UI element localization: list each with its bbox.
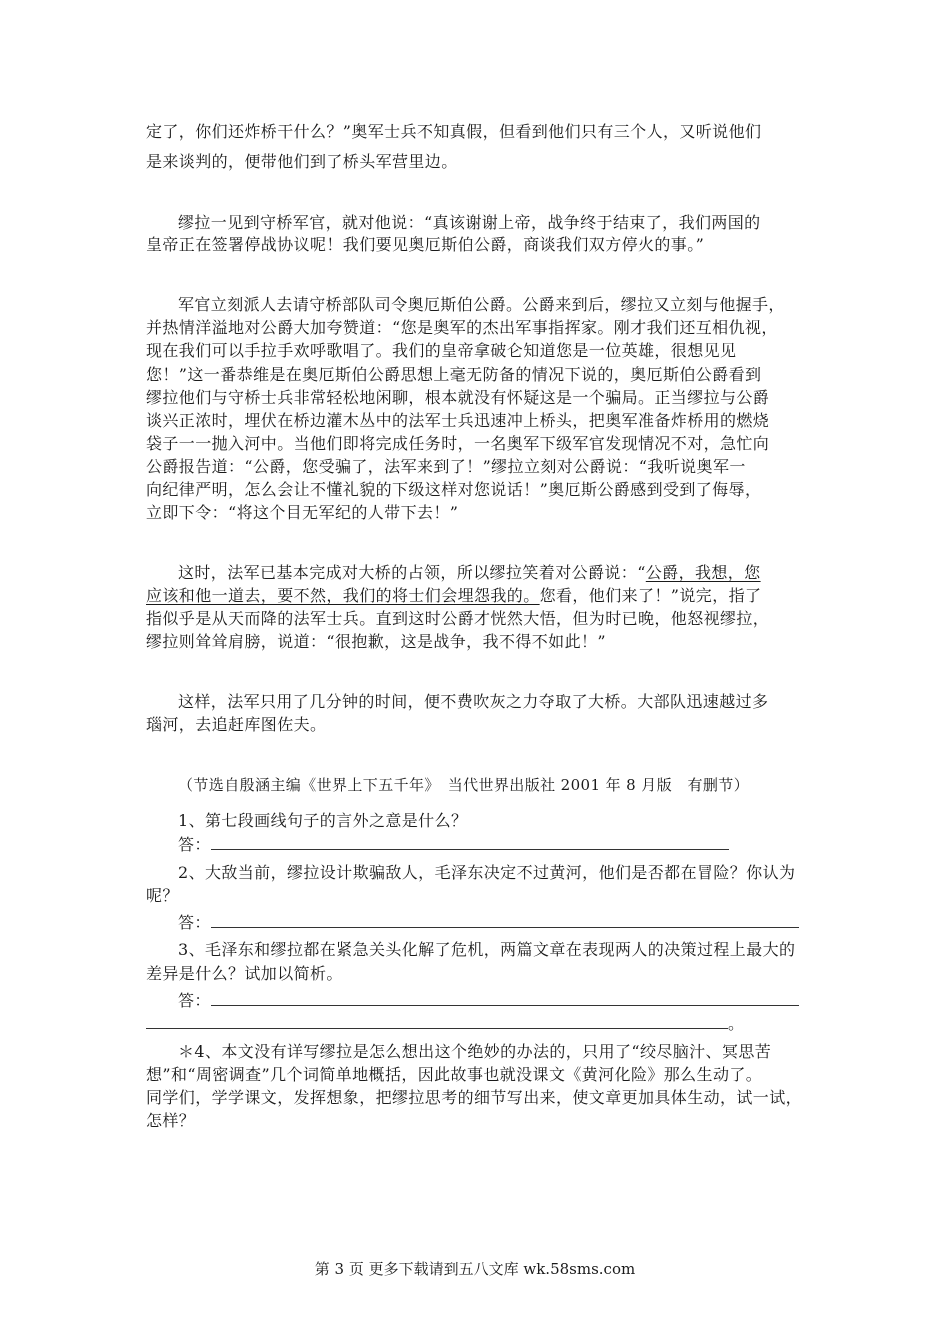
paragraph-line	[146, 585, 761, 607]
paragraph-line: 军官立刻派人去请守桥部队司令奥厄斯伯公爵。公爵来到后，缪拉又立刻与他握手，	[178, 295, 785, 314]
underlined-sentence: 公爵，我想，您	[645, 563, 761, 582]
paragraph-line: 并热情洋溢地对公爵大加夸赞道：“您是奥军的杰出军事指挥家。刚才我们还互相仇视，	[146, 318, 778, 337]
question-2-cont: 呢？	[146, 886, 179, 905]
answer-line	[178, 990, 799, 1012]
paragraph-line: 现在我们可以手拉手欢呼歌唱了。我们的皇帝拿破仑知道您是一位英雄，很想见见	[146, 341, 737, 360]
paragraph-line: 立即下令：“将这个目无军纪的人带下去！”	[146, 503, 459, 522]
paragraph-line: 是来谈判的，便带他们到了桥头军营里边。	[146, 152, 458, 171]
page-footer: 第 3 页 更多下载请到五八文库 wk.58sms.com	[314, 1260, 636, 1278]
question-1: 1、第七段画线句子的言外之意是什么？	[178, 811, 468, 830]
answer-label: 答：	[178, 835, 211, 854]
question-4-cont: 同学们，学学课文，发挥想象，把缪拉思考的细节写出来，使文章更加具体生动，试一试，	[146, 1088, 803, 1107]
answer-line	[146, 1013, 744, 1035]
paragraph-line: 瑙河，去追赶库图佐夫。	[146, 715, 327, 734]
source-note: （节选自殷涵主编《世界上下五千年》 当代世界出版社 2001 年 8 月版 有删节）	[178, 776, 750, 794]
answer-blank[interactable]	[211, 835, 729, 850]
paragraph-line: 指似乎是从天而降的法军士兵。直到这时公爵才恍然大悟，但为时已晚，他怒视缪拉，	[146, 609, 770, 628]
question-4-cont: 怎样？	[146, 1111, 196, 1130]
paragraph-line: 谈兴正浓时，埋伏在桥边灌木丛中的法军士兵迅速冲上桥头，把奥军准备炸桥用的燃烧	[146, 411, 770, 430]
paragraph-line	[178, 562, 761, 584]
paragraph-line: 这样，法军只用了几分钟的时间，便不费吹灰之力夺取了大桥。大部队迅速越过多	[178, 692, 769, 711]
plain-text: 这时，法军已基本完成对大桥的占领，所以缪拉笑着对公爵说：“	[178, 563, 646, 582]
underlined-sentence: 应该和他一道去，要不然，我们的将士们会埋怨我的。	[146, 586, 540, 605]
paragraph-line: 袋子一一抛入河中。当他们即将完成任务时，一名奥军下级军官发现情况不对，急忙向	[146, 434, 770, 453]
question-2: 2、大敌当前，缪拉设计欺骗敌人，毛泽东决定不过黄河，他们是否都在冒险？你认为	[178, 863, 796, 882]
question-3: 3、毛泽东和缪拉都在紧急关头化解了危机，两篇文章在表现两人的决策过程上最大的	[178, 940, 796, 959]
paragraph-line: 公爵报告道：“公爵，您受骗了，法军来到了！”缪拉立刻对公爵说：“我听说奥军一	[146, 457, 746, 476]
answer-blank[interactable]	[211, 913, 799, 928]
answer-line	[178, 912, 799, 934]
plain-text: 您看，他们来了！”说完，指了	[539, 586, 762, 605]
question-3-cont: 差异是什么？试加以简析。	[146, 964, 343, 983]
question-4: ＊4、本文没有详写缪拉是怎么想出这个绝妙的办法的，只用了“绞尽脑汁、冥思苦	[178, 1042, 772, 1061]
question-4-cont: 想”和“周密调查”几个词简单地概括，因此故事也就没课文《黄河化险》那么生动了。	[146, 1065, 763, 1084]
answer-blank[interactable]	[211, 991, 799, 1006]
paragraph-line: 缪拉他们与守桥士兵非常轻松地闲聊，根本就没有怀疑这是一个骗局。正当缪拉与公爵	[146, 388, 770, 407]
paragraph-line: 皇帝正在签署停战协议呢！我们要见奥厄斯伯公爵，商谈我们双方停火的事。”	[146, 235, 705, 254]
period: 。	[728, 1014, 745, 1033]
answer-label: 答：	[178, 991, 211, 1010]
paragraph-line: 缪拉一见到守桥军官，就对他说：“真该谢谢上帝，战争终于结束了，我们两国的	[178, 213, 761, 232]
paragraph-line: 缪拉则耸耸肩膀，说道：“很抱歉，这是战争，我不得不如此！”	[146, 632, 606, 651]
paragraph-line: 您！”这一番恭维是在奥厄斯伯公爵思想上毫无防备的情况下说的，奥厄斯伯公爵看到	[146, 365, 762, 384]
paragraph-line: 定了，你们还炸桥干什么？”奥军士兵不知真假，但看到他们只有三个人，又听说他们	[146, 122, 762, 141]
paragraph-line: 向纪律严明，怎么会让不懂礼貌的下级这样对您说话！”奥厄斯公爵感到受到了侮辱，	[146, 480, 762, 499]
answer-label: 答：	[178, 913, 211, 932]
answer-line	[178, 834, 729, 856]
answer-blank[interactable]	[146, 1014, 728, 1029]
